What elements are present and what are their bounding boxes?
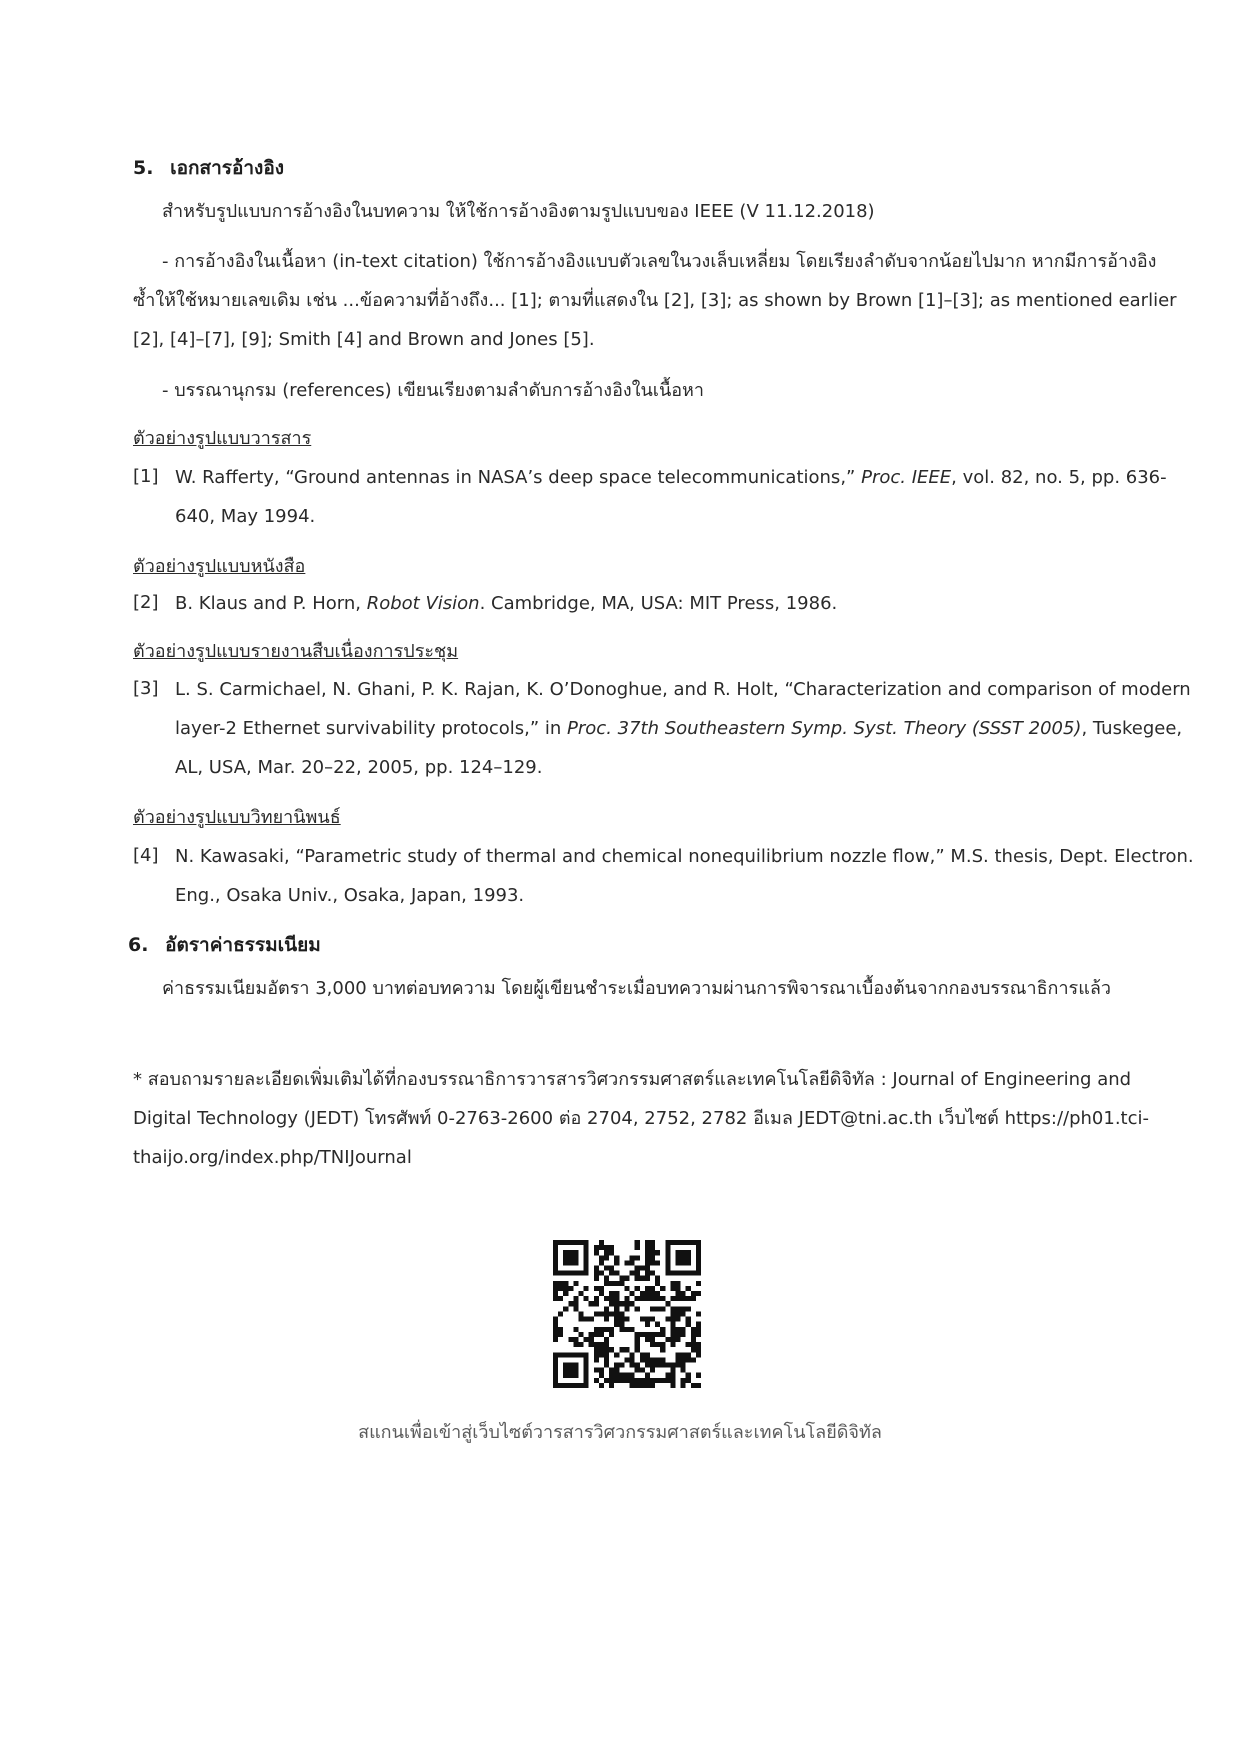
reference-3-line-1: L. S. Carmichael, N. Ghani, P. K. Rajan, K. O’Donoghue, and R. Holt, “Characterization and comparison of modern: [175, 679, 1191, 700]
reference-1-text-b: , vol. 82, no. 5, pp. 636-: [951, 467, 1167, 488]
contact-line-3: thaijo.org/index.php/TNIJournal: [133, 1147, 412, 1168]
section-6-heading: [128, 930, 321, 960]
reference-3-text-b: , Tuskegee,: [1081, 718, 1183, 739]
reference-3-proceedings-title: Proc. 37th Southeastern Symp. Syst. Theory (SSST 2005): [567, 718, 1082, 739]
conference-example-heading: ตัวอย่างรูปแบบรายงานสืบเนื่องการประชุม: [133, 641, 459, 662]
contact-line-1: * สอบถามรายละเอียดเพิ่มเติมได้ที่กองบรรณาธิการวารสารวิศวกรรมศาสตร์และเทคโนโลยีดิจิทัล : Journal of Engineering and: [133, 1069, 1132, 1090]
reference-1-text-a: W. Rafferty, “Ground antennas in NASA’s deep space telecommunications,”: [175, 467, 862, 488]
reference-2-line-1: [175, 592, 837, 616]
section-5-number: 5.: [133, 157, 154, 179]
references-note: - บรรณานุกรม (references) เขียนเรียงตามลำดับการอ้างอิงในเนื้อหา: [162, 380, 705, 401]
reference-number-3: [3]: [133, 678, 159, 699]
intext-line-2: ซ้ำให้ใช้หมายเลขเดิม เช่น ...ข้อความที่อ้างถึง... [1]; ตามที่แสดงใน [2], [3]; as shown by Brown [1]–[3]; as mentioned earlier: [133, 290, 1177, 311]
thesis-example-heading: ตัวอย่างรูปแบบวิทยานิพนธ์: [133, 807, 341, 828]
section-6-title: อัตราค่าธรรมเนียม: [165, 934, 321, 956]
reference-3-line-2: [175, 717, 1182, 741]
citation-intro: สำหรับรูปแบบการอ้างอิงในบทความ ให้ใช้การอ้างอิงตามรูปแบบของ IEEE (V 11.12.2018): [162, 201, 875, 222]
reference-3-text-a: layer-2 Ethernet survivability protocols,” in: [175, 718, 568, 739]
reference-2-text-b: . Cambridge, MA, USA: MIT Press, 1986.: [479, 593, 838, 614]
reference-1-journal-title: Proc. IEEE: [861, 467, 952, 488]
section-5-heading: [133, 153, 284, 183]
reference-1-line-2: 640, May 1994.: [175, 506, 316, 527]
intext-line-3: [2], [4]–[7], [9]; Smith [4] and Brown and Jones [5].: [133, 329, 595, 350]
reference-4-line-2: Eng., Osaka Univ., Osaka, Japan, 1993.: [175, 885, 525, 906]
reference-number-4: [4]: [133, 845, 159, 866]
book-example-heading: ตัวอย่างรูปแบบหนังสือ: [133, 556, 306, 577]
intext-line-1: - การอ้างอิงในเนื้อหา (in-text citation) ใช้การอ้างอิงแบบตัวเลขในวงเล็บเหลี่ยม โดยเรียงลำดับจากน้อยไปมาก หากมีการอ้างอิง: [162, 251, 1157, 272]
qr-code-icon[interactable]: [553, 1240, 701, 1388]
reference-2-text-a: B. Klaus and P. Horn,: [175, 593, 367, 614]
journal-example-heading: ตัวอย่างรูปแบบวารสาร: [133, 428, 312, 449]
contact-line-2: Digital Technology (JEDT) โทรศัพท์ 0-2763-2600 ต่อ 2704, 2752, 2782 อีเมล JEDT@tni.ac.th เว็บไซต์ https://ph01.tci-: [133, 1108, 1150, 1129]
reference-2-book-title: Robot Vision: [366, 593, 480, 614]
reference-number-1: [1]: [133, 466, 159, 487]
section-5-title: เอกสารอ้างอิง: [170, 157, 285, 179]
reference-4-line-1: N. Kawasaki, “Parametric study of thermal and chemical nonequilibrium nozzle flow,” M.S. thesis, Dept. Electron.: [175, 846, 1194, 867]
qr-caption: สแกนเพื่อเข้าสู่เว็บไซต์วารสารวิศวกรรมศาสตร์และเทคโนโลยีดิจิทัล: [358, 1422, 882, 1443]
section-6-number: 6.: [128, 934, 149, 956]
reference-1-line-1: [175, 466, 1167, 490]
reference-number-2: [2]: [133, 592, 159, 613]
fee-text: ค่าธรรมเนียมอัตรา 3,000 บาทต่อบทความ โดยผู้เขียนชำระเมื่อบทความผ่านการพิจารณาเบื้องต้นจากกองบรรณาธิการแล้ว: [162, 978, 1111, 999]
reference-3-line-3: AL, USA, Mar. 20–22, 2005, pp. 124–129.: [175, 757, 543, 778]
